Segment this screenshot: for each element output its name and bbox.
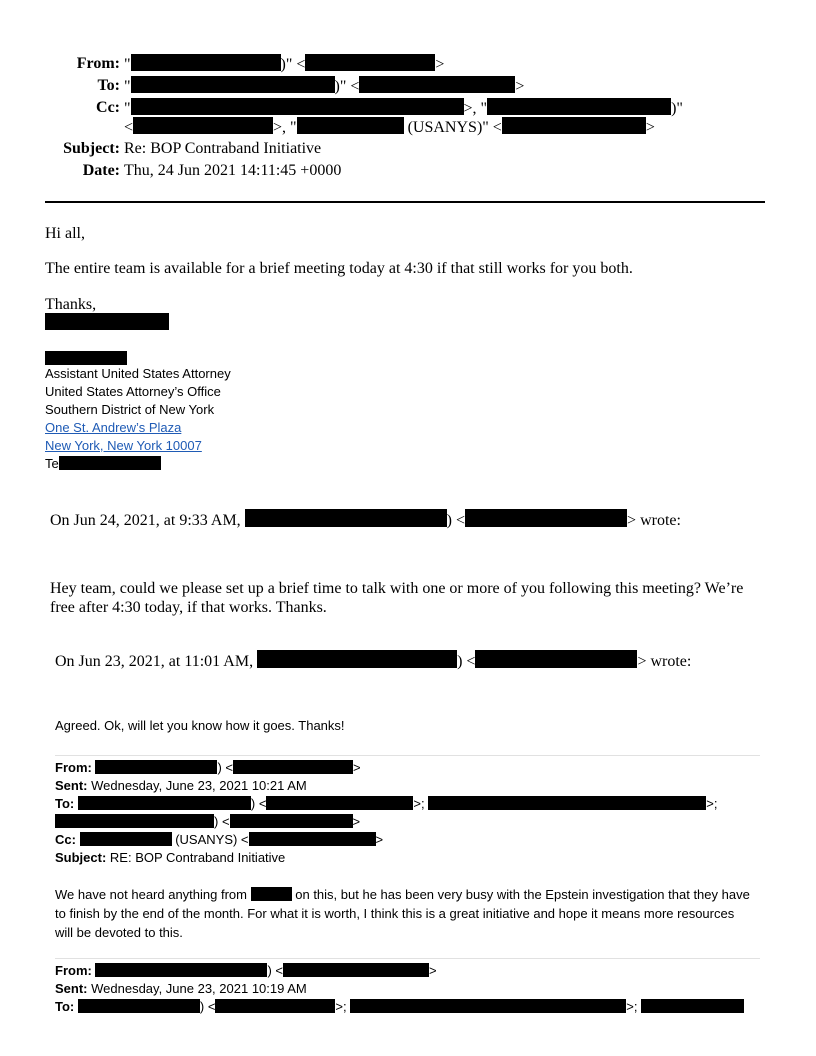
msg4-from: From: ) < > <box>55 963 437 978</box>
redaction <box>95 963 267 977</box>
quote2-body: Agreed. Ok, will let you know how it goes. Thanks! <box>55 718 345 733</box>
to-label: To: <box>97 77 120 94</box>
quote1-wrote: wrote: <box>640 512 681 529</box>
redaction <box>465 509 627 527</box>
signature-office: United States Attorney’s Office <box>45 384 221 399</box>
reply-line: The entire team is available for a brief meeting today at 4:30 if that still works for you both. <box>45 260 633 277</box>
redaction <box>257 650 457 668</box>
msg3-cc-org: (USANYS) < <box>175 832 249 847</box>
redaction <box>266 796 413 810</box>
redaction <box>475 650 637 668</box>
subject-label: Subject: <box>63 140 120 157</box>
redaction <box>305 54 435 71</box>
tel-prefix: Te <box>45 456 59 471</box>
redaction <box>80 832 172 846</box>
quote1-body: Hey team, could we please set up a brief time to talk with one or more of you following this meeting? We’re free after 4:30 today, if that works. Thanks. <box>50 580 744 616</box>
quote2-attribution: On Jun 23, 2021, at 11:01 AM, ) < > wrote: <box>55 650 691 672</box>
signature-district: Southern District of New York <box>45 402 215 417</box>
msg3-sent-value: Wednesday, June 23, 2021 10:21 AM <box>91 778 307 793</box>
message-divider <box>55 755 760 756</box>
redaction <box>55 814 214 828</box>
from-label: From: <box>76 55 120 72</box>
msg3-cc: Cc: (USANYS) < > <box>55 832 384 847</box>
redaction <box>233 760 353 774</box>
greeting: Hi all, <box>45 225 85 242</box>
cc-label: Cc: <box>96 99 120 116</box>
redaction <box>215 999 335 1013</box>
signature-title: Assistant United States Attorney <box>45 366 231 381</box>
from-value: " )" < > <box>124 56 445 73</box>
redaction <box>78 796 251 810</box>
msg3-from-label: From: <box>55 760 92 775</box>
msg3-cc-label: Cc: <box>55 832 76 847</box>
msg4-to: To: ) < >; >; <box>55 998 744 1016</box>
redaction <box>78 999 200 1013</box>
msg3-sent-label: Sent: <box>55 778 88 793</box>
msg3-sent <box>55 777 307 795</box>
redaction <box>45 313 169 330</box>
cc-org: (USANYS)" <box>407 119 489 136</box>
address-link-2[interactable]: New York, New York 10007 <box>45 438 202 453</box>
sender-name-redaction <box>45 313 169 333</box>
msg4-from-label: From: <box>55 963 92 978</box>
msg4-sent-label: Sent: <box>55 981 88 996</box>
msg3-body-rest: on this, but he has been very busy with the Epstein investigation that they have to finish by the end of the month. For what it is worth, I think this is a great initiative and hope it means more resources will be devoted to this. <box>55 887 750 940</box>
redaction <box>133 117 273 134</box>
message-divider <box>55 958 760 959</box>
redaction <box>350 999 626 1013</box>
redaction <box>131 76 335 93</box>
redaction <box>45 351 127 365</box>
redaction <box>641 999 744 1013</box>
signature-tel <box>45 455 161 473</box>
msg3-body <box>55 885 755 942</box>
redaction <box>245 509 447 527</box>
msg4-to-label: To: <box>55 999 75 1014</box>
subject-value: Re: BOP Contraband Initiative <box>124 140 322 157</box>
header-divider <box>45 201 765 203</box>
msg3-subject-value: RE: BOP Contraband Initiative <box>109 850 286 865</box>
msg3-body-start: We have not heard anything from <box>55 887 247 902</box>
redaction <box>131 98 464 115</box>
msg3-to: To: ) < >; >; <box>55 796 718 811</box>
redaction <box>359 76 515 93</box>
redaction <box>131 54 281 71</box>
quote2-prefix: On Jun 23, 2021, at 11:01 AM, <box>55 653 254 670</box>
redaction <box>251 887 292 901</box>
redaction <box>59 456 161 470</box>
address-link-1[interactable]: One St. Andrew’s Plaza <box>45 420 182 435</box>
quote1-attribution: On Jun 24, 2021, at 9:33 AM, ) < > wrote: <box>50 509 681 531</box>
redaction <box>297 117 404 134</box>
redaction <box>283 963 429 977</box>
msg3-to-label: To: <box>55 796 75 811</box>
quote1-prefix: On Jun 24, 2021, at 9:33 AM, <box>50 512 241 529</box>
msg3-subject-label: Subject: <box>55 850 107 865</box>
closing: Thanks, <box>45 296 97 313</box>
cc-value-line2: < >, " (USANYS)" < > <box>124 119 655 136</box>
redaction <box>249 832 376 846</box>
redaction <box>502 117 646 134</box>
msg4-sent-value: Wednesday, June 23, 2021 10:19 AM <box>91 981 307 996</box>
quote2-wrote: wrote: <box>650 653 692 670</box>
msg3-from: From: ) < > <box>55 760 361 775</box>
msg4-sent <box>55 980 307 998</box>
redaction <box>428 796 706 810</box>
redaction <box>487 98 671 115</box>
msg3-to-cont: ) < > <box>55 813 360 831</box>
date-value: Thu, 24 Jun 2021 14:11:45 +0000 <box>124 162 342 179</box>
cc-value-line1: " >, " )" <box>124 100 683 117</box>
msg3-subject <box>55 849 285 867</box>
date-label: Date: <box>82 162 120 179</box>
to-value: " )" < > <box>124 78 525 95</box>
redaction <box>230 814 353 828</box>
redaction <box>95 760 217 774</box>
